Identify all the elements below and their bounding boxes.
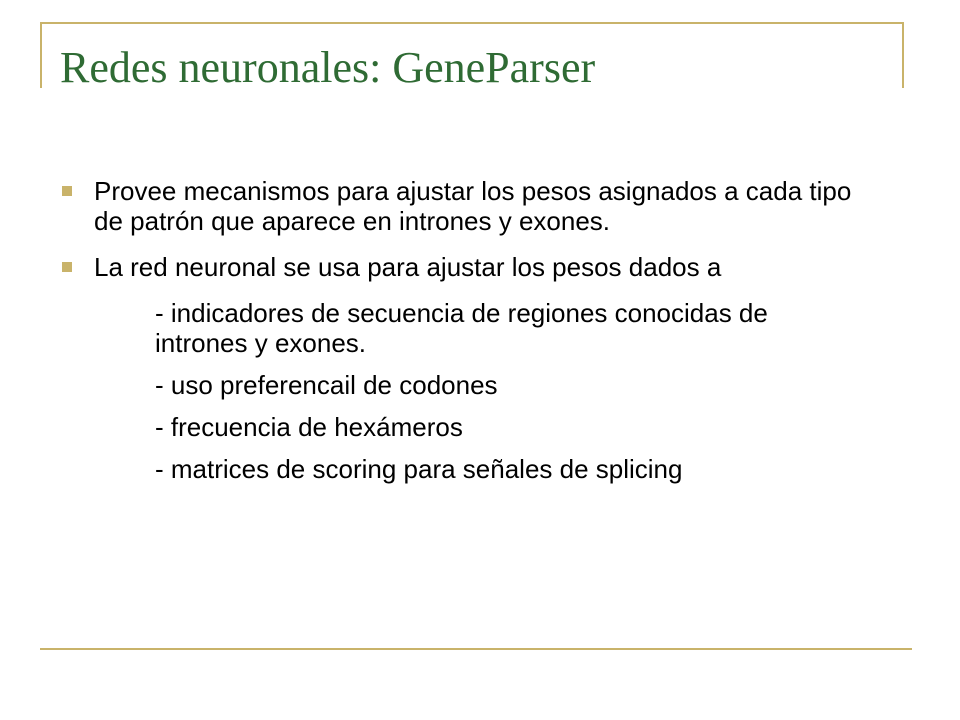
sub-item: - matrices de scoring para señales de splicing <box>155 454 683 484</box>
bullet-item <box>60 252 860 282</box>
sub-list <box>60 298 860 484</box>
sub-item: - frecuencia de hexámeros <box>155 412 463 442</box>
frame-right-line <box>902 22 904 88</box>
slide-title: Redes neuronales: GeneParser <box>60 43 596 92</box>
bullet-text: La red neuronal se usa para ajustar los pesos dados a <box>94 252 722 282</box>
frame-top-line <box>40 22 904 24</box>
square-bullet-icon <box>62 262 72 272</box>
sub-item: - uso preferencail de codones <box>155 370 498 400</box>
bullet-text: Provee mecanismos para ajustar los pesos asignados a cada tipo de patrón que aparece en intrones y exones. <box>94 176 852 236</box>
slide-content <box>60 176 860 496</box>
frame-left-line <box>40 22 42 88</box>
bullet-item <box>60 176 860 236</box>
frame-bottom-line <box>40 648 912 650</box>
sub-item: - indicadores de secuencia de regiones conocidas de intrones y exones. <box>155 298 768 358</box>
square-bullet-icon <box>62 186 72 196</box>
